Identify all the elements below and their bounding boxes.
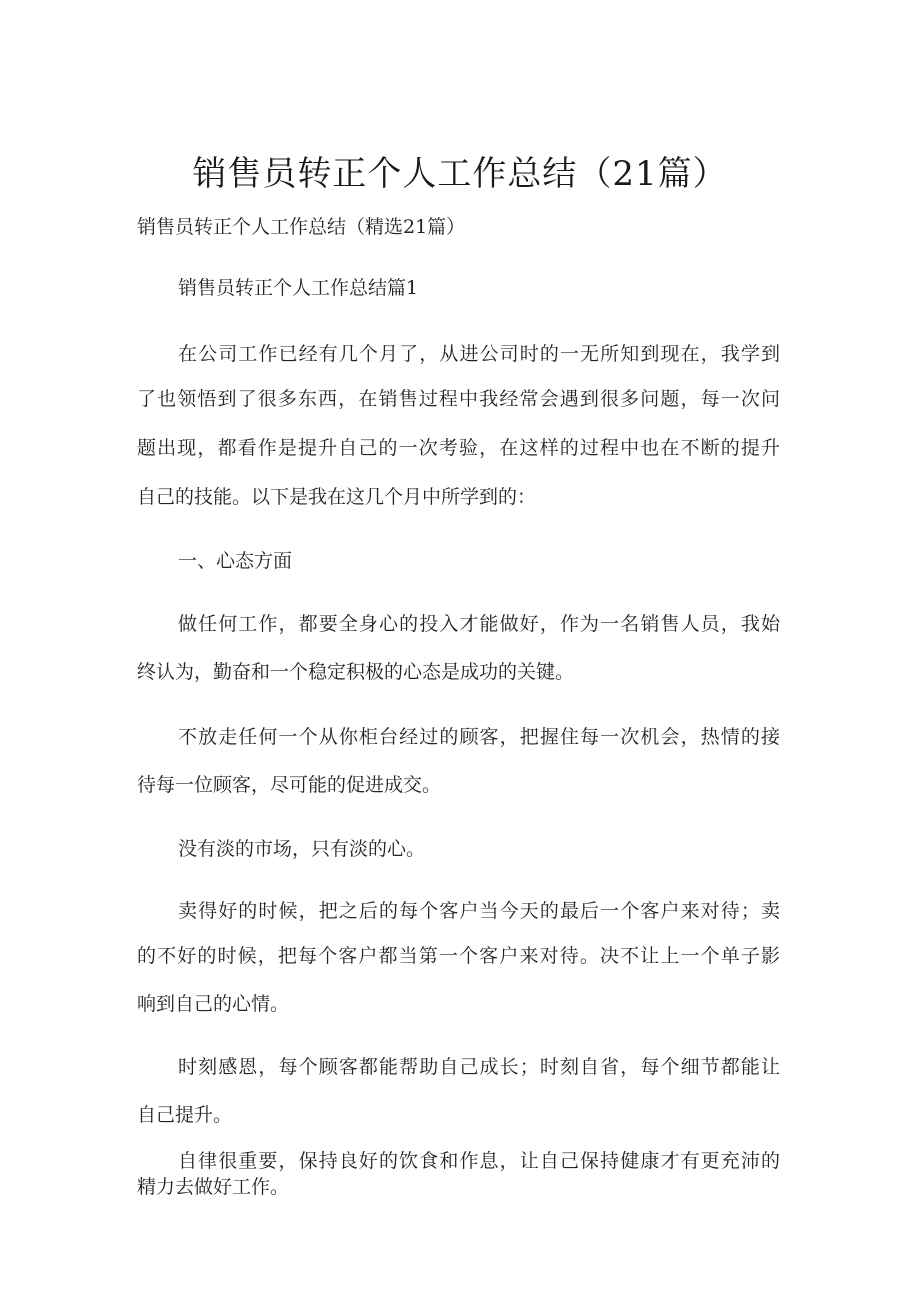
paragraph-line: 了也领悟到了很多东西，在销售过程中我经常会遇到很多问题，每一次问 — [137, 388, 780, 410]
document-subtitle: 销售员转正个人工作总结（精选21篇） — [137, 216, 466, 238]
paragraph-line: 题出现，都看作是提升自己的一次考验，在这样的过程中也在不断的提升 — [137, 437, 780, 459]
paragraph-line: 做任何工作，都要全身心的投入才能做好，作为一名销售人员，我始 — [178, 613, 780, 635]
paragraph-line: 待每一位顾客，尽可能的促进成交。 — [137, 774, 442, 796]
paragraph-line: 精力去做好工作。 — [137, 1176, 290, 1198]
subsection-heading: 一、心态方面 — [178, 550, 293, 572]
paragraph-line: 终认为，勤奋和一个稳定积极的心态是成功的关键。 — [137, 661, 575, 683]
paragraph-line: 自己的技能。以下是我在这几个月中所学到的： — [137, 486, 537, 508]
paragraph-line: 响到自己的心情。 — [137, 993, 290, 1015]
section-heading: 销售员转正个人工作总结篇1 — [178, 277, 419, 299]
paragraph-line: 没有淡的市场，只有淡的心。 — [178, 838, 426, 860]
document-title: 销售员转正个人工作总结（21篇） — [192, 154, 728, 194]
paragraph-line: 的不好的时候，把每个客户都当第一个客户来对待。决不让上一个单子影 — [137, 945, 780, 967]
paragraph-line: 不放走任何一个从你柜台经过的顾客，把握住每一次机会，热情的接 — [178, 726, 780, 748]
paragraph-line: 自己提升。 — [137, 1104, 233, 1126]
paragraph-line: 时刻感恩，每个顾客都能帮助自己成长；时刻自省，每个细节都能让 — [178, 1056, 780, 1078]
paragraph-line: 自律很重要，保持良好的饮食和作息，让自己保持健康才有更充沛的 — [178, 1150, 780, 1172]
paragraph-line: 在公司工作已经有几个月了，从进公司时的一无所知到现在，我学到 — [178, 343, 780, 365]
paragraph-line: 卖得好的时候，把之后的每个客户当今天的最后一个客户来对待；卖 — [178, 900, 780, 922]
